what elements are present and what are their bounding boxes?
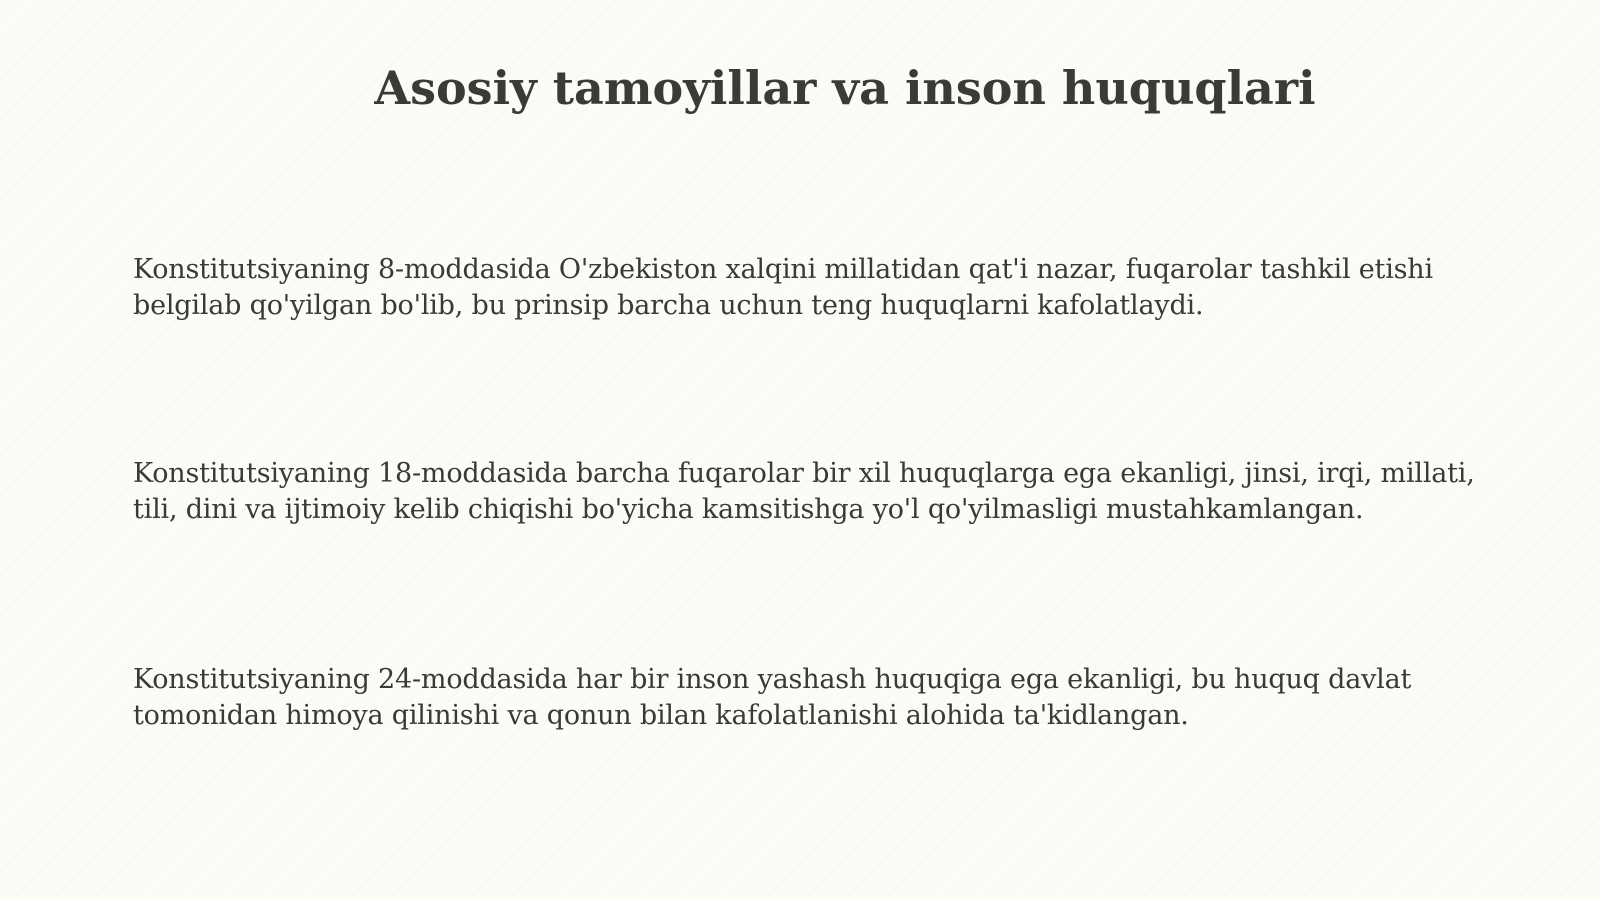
slide-title: Asosiy tamoyillar va inson huquqlari — [374, 61, 1316, 115]
paragraph-article-8: Konstitutsiyaning 8-moddasida O'zbekiston xalqini millatidan qat'i nazar, fuqarolar tashkil etishi belgilab qo'yilgan bo'lib, bu prinsip barcha uchun teng huquqlarni kafolatlaydi. — [133, 254, 1433, 321]
paragraph-article-24: Konstitutsiyaning 24-moddasida har bir inson yashash huquqiga ega ekanligi, bu huquq davlat tomonidan himoya qilinishi va qonun bilan kafolatlanishi alohida ta'kidlangan. — [133, 664, 1412, 731]
paragraph-article-18: Konstitutsiyaning 18-moddasida barcha fuqarolar bir xil huquqlarga ega ekanligi, jinsi, irqi, millati, tili, dini va ijtimoiy kelib chiqishi bo'yicha kamsitishga yo'l qo'yilmasligi mustahkamlangan. — [133, 458, 1475, 525]
